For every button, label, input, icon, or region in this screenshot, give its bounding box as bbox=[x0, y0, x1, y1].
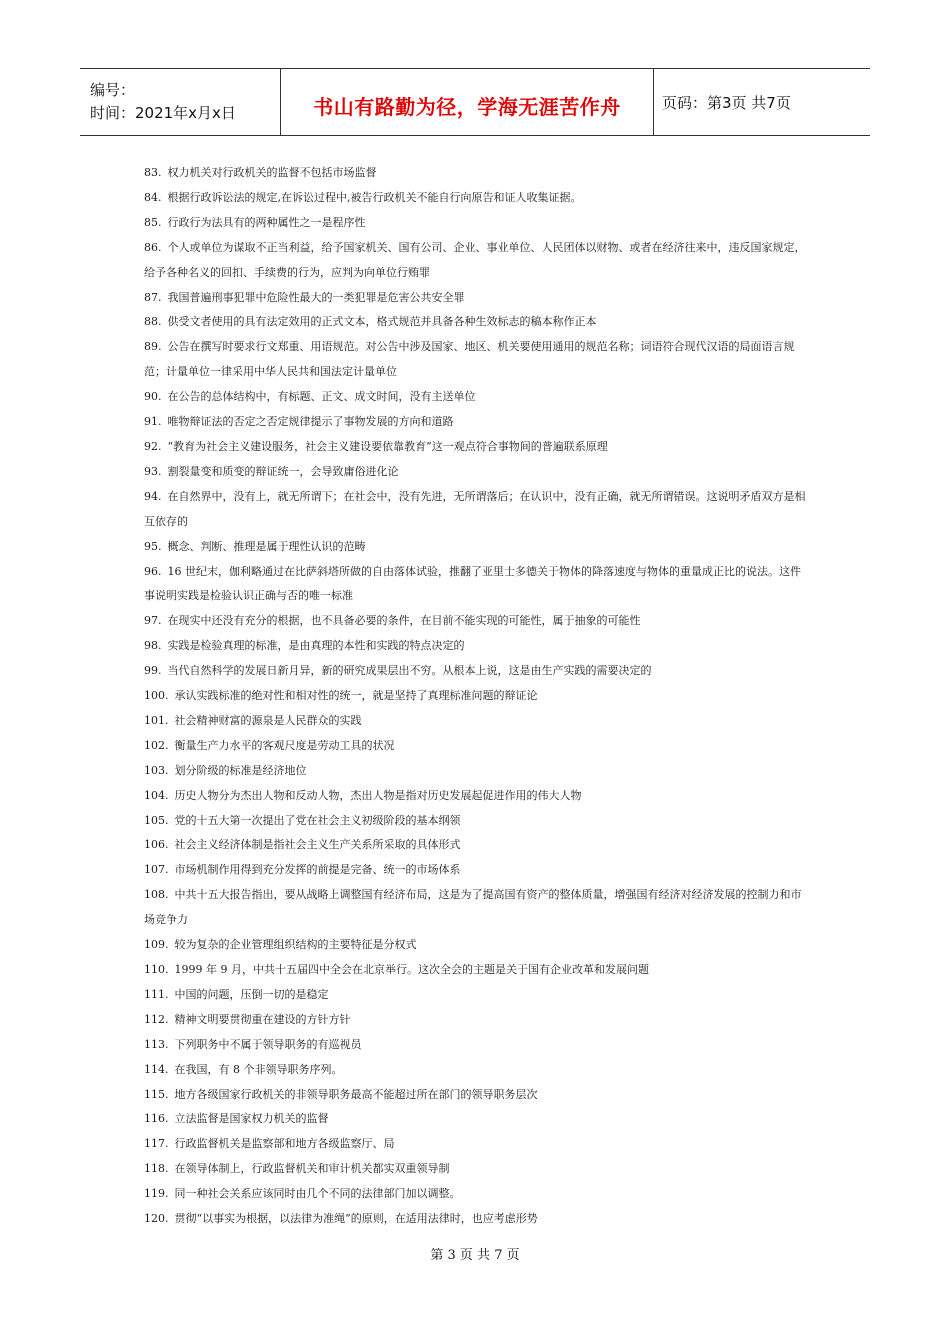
item-number: 88. bbox=[144, 315, 162, 329]
document-date-label: 时间：2021年x月x日 bbox=[90, 104, 236, 122]
item-number: 100. bbox=[144, 689, 169, 703]
list-item bbox=[144, 933, 809, 958]
item-text: 割裂量变和质变的辩证统一，会导致庸俗进化论 bbox=[167, 464, 399, 478]
item-text: 个人或单位为谋取不正当利益，给予国家机关、国有公司、企业、事业单位、人民团体以财物、或者在经济往来中，违反国家规定，给予各种名义的回扣、手续费的行为，应判为向单位行贿罪 bbox=[144, 240, 806, 279]
item-number: 83. bbox=[144, 166, 162, 179]
list-item bbox=[144, 883, 809, 933]
list-item bbox=[144, 485, 809, 535]
list-item bbox=[144, 809, 809, 834]
item-text: 根据行政诉讼法的规定,在诉讼过程中,被告行政机关不能自行向原告和证人收集证据。 bbox=[167, 190, 582, 204]
item-text: 权力机关对行政机关的监督不包括市场监督 bbox=[167, 166, 377, 179]
item-number: 101. bbox=[144, 713, 169, 727]
item-number: 106. bbox=[144, 838, 169, 852]
list-item bbox=[144, 435, 809, 460]
item-number: 112. bbox=[144, 1012, 169, 1026]
list-item bbox=[144, 1008, 809, 1033]
item-text: 市场机制作用得到充分发挥的前提是完备、统一的市场体系 bbox=[174, 863, 461, 877]
item-text: 概念、判断、推理是属于理性认识的范畴 bbox=[167, 539, 366, 553]
item-text: 精神文明要贯彻重在建设的方针方针 bbox=[174, 1012, 351, 1026]
item-text: 社会精神财富的源泉是人民群众的实践 bbox=[174, 713, 362, 727]
item-text: 公告在撰写时要求行文郑重、用语规范。对公告中涉及国家、地区、机关要使用通用的规范名称；词语符合现代汉语的局面语言规范；计量单位一律采用中华人民共和国法定计量单位 bbox=[144, 340, 795, 379]
item-number: 114. bbox=[144, 1062, 169, 1076]
page-footer: 第 3 页 共 7 页 bbox=[430, 1248, 520, 1263]
item-text: 贯彻“以事实为根据，以法律为准绳”的原则，在适用法律时，也应考虑形势 bbox=[174, 1212, 538, 1226]
list-item bbox=[144, 236, 809, 286]
item-text: 实践是检验真理的标准，是由真理的本性和实践的特点决定的 bbox=[167, 639, 465, 653]
question-list bbox=[144, 161, 809, 1232]
item-number: 107. bbox=[144, 863, 169, 877]
item-number: 92. bbox=[144, 439, 162, 453]
item-text: 历史人物分为杰出人物和反动人物，杰出人物是指对历史发展起促进作用的伟大人物 bbox=[174, 788, 582, 802]
item-text: 供受文者使用的具有法定效用的正式文本，格式规范并具备各种生效标志的稿本称作正本 bbox=[167, 315, 597, 329]
list-item bbox=[144, 684, 809, 709]
list-item bbox=[144, 460, 809, 485]
item-number: 108. bbox=[144, 888, 169, 902]
list-item bbox=[144, 1107, 809, 1132]
item-number: 120. bbox=[144, 1212, 169, 1226]
item-text: 中国的问题，压倒一切的是稳定 bbox=[174, 987, 329, 1001]
item-text: 下列职务中不属于领导职务的有巡视员 bbox=[174, 1037, 362, 1051]
list-item bbox=[144, 709, 809, 734]
item-text: 承认实践标准的绝对性和相对性的统一，就是坚持了真理标准问题的辩证论 bbox=[174, 689, 538, 703]
list-item bbox=[144, 161, 809, 186]
item-text: 当代自然科学的发展日新月异，新的研究成果层出不穷。从根本上说，这是由生产实践的需要决定的 bbox=[167, 664, 652, 678]
item-number: 103. bbox=[144, 763, 169, 777]
list-item bbox=[144, 983, 809, 1008]
list-item bbox=[144, 186, 809, 211]
item-text: 在自然界中，没有上，就无所谓下；在社会中，没有先进，无所谓落后；在认识中，没有正确，就无所谓错误。这说明矛盾双方是相互依存的 bbox=[144, 489, 806, 528]
item-text: 划分阶级的标准是经济地位 bbox=[174, 763, 307, 777]
list-item bbox=[144, 560, 809, 610]
item-number: 85. bbox=[144, 215, 162, 229]
item-number: 89. bbox=[144, 340, 162, 354]
item-number: 109. bbox=[144, 938, 169, 952]
list-item bbox=[144, 833, 809, 858]
list-item bbox=[144, 759, 809, 784]
item-number: 117. bbox=[144, 1137, 169, 1151]
item-text: 在现实中还没有充分的根据，也不具备必要的条件，在目前不能实现的可能性，属于抽象的可能性 bbox=[167, 614, 641, 628]
list-item bbox=[144, 734, 809, 759]
item-number: 113. bbox=[144, 1037, 169, 1051]
list-item bbox=[144, 858, 809, 883]
list-item bbox=[144, 211, 809, 236]
list-item bbox=[144, 310, 809, 335]
item-number: 91. bbox=[144, 415, 162, 429]
list-item bbox=[144, 1083, 809, 1108]
item-text: 16 世纪末，伽利略通过在比萨斜塔所做的自由落体试验，推翻了亚里士多德关于物体的降落速度与物体的重量成正比的说法。这件事说明实践是检验认识正确与否的唯一标准 bbox=[144, 564, 801, 603]
item-text: 中共十五大报告指出，要从战略上调整国有经济布局，这是为了提高国有资产的整体质量，增强国有经济对经济发展的控制力和市场竞争力 bbox=[144, 888, 802, 927]
item-number: 116. bbox=[144, 1112, 169, 1126]
list-item bbox=[144, 286, 809, 311]
list-item bbox=[144, 1033, 809, 1058]
list-item bbox=[144, 1157, 809, 1182]
item-number: 118. bbox=[144, 1162, 169, 1176]
item-number: 105. bbox=[144, 813, 169, 827]
list-item bbox=[144, 535, 809, 560]
item-text: 立法监督是国家权力机关的监督 bbox=[174, 1112, 329, 1126]
header-motto: 书山有路勤为径，学海无涯苦作舟 bbox=[281, 69, 654, 135]
item-number: 93. bbox=[144, 464, 162, 478]
list-item bbox=[144, 335, 809, 385]
item-number: 102. bbox=[144, 738, 169, 752]
item-text: 行政行为法具有的两种属性之一是程序性 bbox=[167, 215, 366, 229]
item-number: 96. bbox=[144, 564, 162, 578]
item-number: 99. bbox=[144, 664, 162, 678]
item-text: 在我国，有 8 个非领导职务序列。 bbox=[174, 1062, 343, 1076]
list-item bbox=[144, 1132, 809, 1157]
item-number: 119. bbox=[144, 1187, 169, 1201]
list-item bbox=[144, 1058, 809, 1083]
item-number: 95. bbox=[144, 539, 162, 553]
item-number: 94. bbox=[144, 489, 162, 503]
document-number-label: 编号： bbox=[90, 81, 136, 99]
item-text: 我国普遍刑事犯罪中危险性最大的一类犯罪是危害公共安全罪 bbox=[167, 290, 465, 304]
item-text: 衡量生产力水平的客观尺度是劳动工具的状况 bbox=[174, 738, 395, 752]
list-item bbox=[144, 634, 809, 659]
item-text: 社会主义经济体制是指社会主义生产关系所采取的具体形式 bbox=[174, 838, 461, 852]
item-text: “教育为社会主义建设服务，社会主义建设要依靠教育”这一观点符合事物间的普遍联系原理 bbox=[167, 439, 608, 453]
list-item bbox=[144, 609, 809, 634]
item-number: 97. bbox=[144, 614, 162, 628]
list-item bbox=[144, 410, 809, 435]
item-number: 87. bbox=[144, 290, 162, 304]
item-text: 地方各级国家行政机关的非领导职务最高不能超过所在部门的领导职务层次 bbox=[174, 1087, 538, 1101]
list-item bbox=[144, 659, 809, 684]
list-item bbox=[144, 784, 809, 809]
list-item bbox=[144, 385, 809, 410]
list-item bbox=[144, 958, 809, 983]
item-number: 98. bbox=[144, 639, 162, 653]
item-text: 在公告的总体结构中，有标题、正文、成文时间，没有主送单位 bbox=[167, 390, 476, 404]
header-meta bbox=[80, 69, 281, 135]
item-number: 104. bbox=[144, 788, 169, 802]
item-text: 行政监督机关是监察部和地方各级监察厅、局 bbox=[174, 1137, 395, 1151]
list-item bbox=[144, 1182, 809, 1207]
item-text: 1999 年 9 月，中共十五届四中全会在北京举行。这次全会的主题是关于国有企业改革和发展问题 bbox=[174, 963, 649, 976]
page-header bbox=[80, 68, 870, 136]
item-text: 在领导体制上，行政监督机关和审计机关都实双重领导制 bbox=[174, 1162, 450, 1176]
item-text: 较为复杂的企业管理组织结构的主要特征是分权式 bbox=[174, 938, 417, 952]
item-text: 同一种社会关系应该同时由几个不同的法律部门加以调整。 bbox=[174, 1187, 461, 1201]
item-number: 110. bbox=[144, 963, 169, 976]
item-number: 111. bbox=[144, 987, 169, 1001]
item-number: 86. bbox=[144, 240, 162, 254]
item-text: 唯物辩证法的否定之否定规律提示了事物发展的方向和道路 bbox=[167, 415, 454, 429]
item-text: 党的十五大第一次提出了党在社会主义初级阶段的基本纲领 bbox=[174, 813, 461, 827]
list-item bbox=[144, 1207, 809, 1232]
item-number: 90. bbox=[144, 390, 162, 404]
item-number: 115. bbox=[144, 1087, 169, 1101]
header-page-number: 页码：第3页 共7页 bbox=[662, 93, 791, 112]
item-number: 84. bbox=[144, 190, 162, 204]
